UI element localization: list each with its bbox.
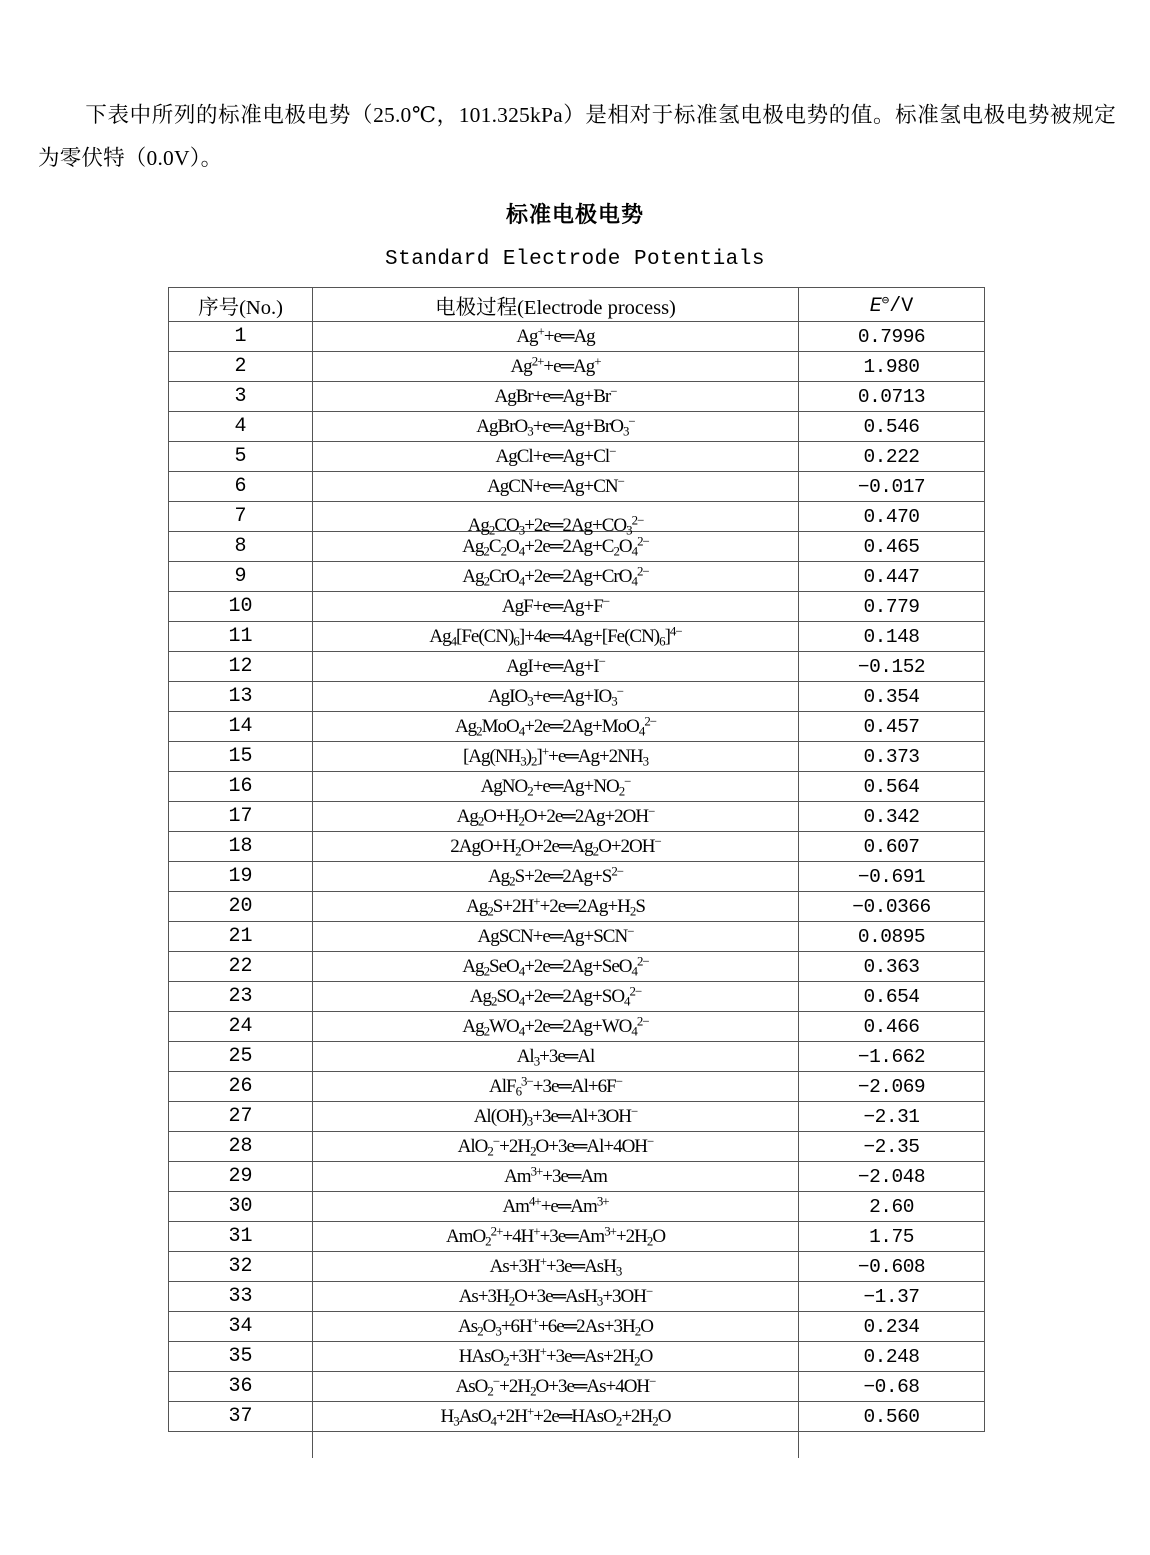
potential-symbol: E: [869, 294, 882, 318]
cell-potential-value: −0.608: [799, 1252, 985, 1282]
electrode-process-formula: $As+3H_2O+3e═AsH_3+3OH^-$: [458, 1282, 653, 1309]
cell-no: 6: [169, 472, 313, 502]
table-row: [169, 442, 985, 472]
table-row: [169, 952, 985, 982]
table-title-chinese: 标准电极电势: [505, 202, 644, 227]
cell-potential-value: 1.75: [799, 1222, 985, 1252]
cell-no: 29: [169, 1162, 313, 1192]
cell-electrode-process: [313, 1102, 799, 1132]
cell-no: 30: [169, 1192, 313, 1222]
electrode-process-formula: AlF$_6^{3-}$+3e═Al+6F−: [489, 1072, 622, 1099]
intro-text: 下表中所列的标准电极电势（25.0℃，101.325kPa）是相对于标准氢电极电势的值。标准氢电极电势被规定为零伏特（0.0V）。: [38, 102, 1116, 170]
cell-no: 26: [169, 1072, 313, 1102]
electrode-process-formula: $[Ag(NH_3)_2]^++e═Ag+2NH_3$: [462, 742, 649, 769]
electrode-process-formula: $Ag_2S+2e═2Ag+S^{2-}$: [487, 862, 624, 889]
cell-electrode-process: [313, 1342, 799, 1372]
electrode-process-formula: AgCN+e═Ag+CN−: [487, 472, 624, 497]
electrode-process-formula: AgI+e═Ag+I−: [506, 652, 605, 677]
cell-potential-value: 1.980: [799, 352, 985, 382]
electrode-process-formula: AgF+e═Ag+F−: [501, 592, 610, 617]
table-row: [169, 682, 985, 712]
cell-electrode-process: [313, 652, 799, 682]
electrode-process-formula: $Ag_2SeO_4+2e═2Ag+SeO_4^{2-}$: [462, 952, 649, 979]
table-row: [169, 622, 985, 652]
cell-no: 8: [169, 532, 313, 562]
cell-no: 28: [169, 1132, 313, 1162]
cell-no: 33: [169, 1282, 313, 1312]
table-row: [169, 802, 985, 832]
electrode-process-formula: $Am^{3+}+3e═Am$: [504, 1162, 607, 1187]
table-row: [169, 1372, 985, 1402]
table-row: [169, 892, 985, 922]
cell-electrode-process: [313, 712, 799, 742]
electrode-process-formula: $Ag_2SO_4+2e═2Ag+SO_4^{2-}$: [469, 982, 642, 1009]
cell-potential-value: −1.37: [799, 1282, 985, 1312]
cell-potential-value: 0.373: [799, 742, 985, 772]
cell-clipped: [313, 1432, 799, 1458]
table-row: [169, 1072, 985, 1102]
electrode-process-formula: $Am^{4+}+e═Am^{3+}$: [502, 1192, 609, 1217]
electrode-process-formula: AgBr+e═Ag+Br−: [494, 382, 617, 407]
cell-electrode-process: [313, 472, 799, 502]
cell-electrode-process: [313, 352, 799, 382]
table-row: [169, 322, 985, 352]
cell-potential-value: 2.60: [799, 1192, 985, 1222]
cell-potential-value: 0.0895: [799, 922, 985, 952]
cell-electrode-process: [313, 832, 799, 862]
electrode-process-formula: $Ag_2CO_3+2e═2Ag+CO_3^{2-}$: [467, 511, 644, 538]
electrode-process-formula: Ag++e═Ag: [516, 322, 595, 347]
electrode-process-formula: $Ag_2O+H_2O+2e═2Ag+2OH^-$: [456, 802, 655, 829]
cell-potential-value: 0.148: [799, 622, 985, 652]
table-title-english: Standard Electrode Potentials: [385, 248, 765, 271]
cell-potential-value: −1.662: [799, 1042, 985, 1072]
electrode-process-formula: $2AgO+H_2O+2e═Ag_2O+2OH^-$: [450, 832, 661, 859]
cell-potential-value: 0.654: [799, 982, 985, 1012]
table-row-clipped: [169, 1432, 985, 1458]
electrode-process-formula: $Ag^{2+}+e═Ag^+$: [510, 352, 601, 377]
electrode-process-formula: AgBrO$_3$+e═Ag+BrO$_3$−: [476, 412, 635, 439]
cell-no: 3: [169, 382, 313, 412]
cell-no: 37: [169, 1402, 313, 1432]
cell-potential-value: −2.069: [799, 1072, 985, 1102]
table-row: [169, 922, 985, 952]
potential-unit: /V: [889, 294, 914, 318]
electrode-process-formula: $HAsO_2+3H^++3e═As+2H_2O$: [458, 1342, 653, 1369]
electrode-process-formula: AgSCN+e═Ag+SCN−: [477, 922, 634, 947]
table-row: [169, 982, 985, 1012]
cell-potential-value: 0.470: [799, 502, 985, 532]
cell-potential-value: 0.564: [799, 772, 985, 802]
cell-electrode-process: [313, 1402, 799, 1432]
cell-potential-value: 0.779: [799, 592, 985, 622]
cell-potential-value: −2.31: [799, 1102, 985, 1132]
cell-electrode-process: [313, 622, 799, 652]
cell-potential-value: 0.560: [799, 1402, 985, 1432]
standard-state-superscript-icon: ⊖: [881, 293, 890, 308]
cell-clipped: [169, 1432, 313, 1458]
cell-no: 35: [169, 1342, 313, 1372]
electrode-process-formula: $AsO_2^-+2H_2O+3e═As+4OH^-$: [455, 1372, 656, 1399]
table-body: [169, 322, 985, 1458]
cell-no: 11: [169, 622, 313, 652]
cell-electrode-process: [313, 1222, 799, 1252]
cell-electrode-process: [313, 1282, 799, 1312]
electrode-process-formula: $Ag_2C_2O_4+2e═2Ag+C_2O_4^{2-}$: [462, 532, 649, 559]
cell-electrode-process: [313, 322, 799, 352]
cell-no: 16: [169, 772, 313, 802]
cell-no: 17: [169, 802, 313, 832]
electrode-process-formula: $H_3AsO_4+2H^++2e═HAsO_2+2H_2O$: [440, 1402, 671, 1429]
cell-electrode-process: [313, 382, 799, 412]
cell-no: 31: [169, 1222, 313, 1252]
cell-no: 15: [169, 742, 313, 772]
cell-electrode-process: [313, 1312, 799, 1342]
cell-no: 27: [169, 1102, 313, 1132]
cell-no: 14: [169, 712, 313, 742]
cell-no: 7: [169, 502, 313, 532]
cell-potential-value: 0.465: [799, 532, 985, 562]
column-header-potential: [799, 288, 985, 322]
cell-potential-value: −0.152: [799, 652, 985, 682]
cell-potential-value: 0.248: [799, 1342, 985, 1372]
table-row: [169, 1252, 985, 1282]
cell-potential-value: −0.0366: [799, 892, 985, 922]
cell-potential-value: 0.0713: [799, 382, 985, 412]
table-row: [169, 742, 985, 772]
electrode-process-formula: $Al_3+3e═Al$: [516, 1045, 595, 1069]
table-row: [169, 1162, 985, 1192]
table-row: [169, 1342, 985, 1372]
cell-potential-value: −2.048: [799, 1162, 985, 1192]
cell-potential-value: 0.354: [799, 682, 985, 712]
table-row: [169, 1012, 985, 1042]
electrode-process-formula: $Al(OH)_3+3e═Al+3OH^-$: [473, 1102, 638, 1129]
table-row: [169, 472, 985, 502]
electrode-process-formula: $As_2O_3+6H^++6e═2As+3H_2O$: [458, 1312, 653, 1339]
cell-electrode-process: [313, 442, 799, 472]
cell-potential-value: 0.447: [799, 562, 985, 592]
table-row: [169, 1132, 985, 1162]
table-row: [169, 1042, 985, 1072]
electrode-process-formula: As+3H++3e═AsH$_3$: [489, 1252, 622, 1279]
cell-no: 24: [169, 1012, 313, 1042]
cell-electrode-process: [313, 772, 799, 802]
table-row: [169, 772, 985, 802]
cell-potential-value: −0.017: [799, 472, 985, 502]
cell-potential-value: −0.691: [799, 862, 985, 892]
electrode-process-formula: $AgIO_3+e═Ag+IO_3^-$: [487, 682, 624, 709]
electrode-process-formula: $AgNO_2+e═Ag+NO_2^-$: [480, 772, 631, 799]
electrode-process-formula: $AlO_2^-+2H_2O+3e═Al+4OH^-$: [457, 1132, 654, 1159]
column-header-no: 序号(No.): [169, 288, 313, 322]
cell-no: 12: [169, 652, 313, 682]
cell-clipped: [799, 1432, 985, 1458]
cell-electrode-process: [313, 1012, 799, 1042]
cell-no: 20: [169, 892, 313, 922]
table-row: [169, 382, 985, 412]
cell-electrode-process: [313, 1192, 799, 1222]
cell-potential-value: 0.607: [799, 832, 985, 862]
cell-no: 18: [169, 832, 313, 862]
table-row: [169, 352, 985, 382]
table-row: [169, 712, 985, 742]
cell-electrode-process: [313, 412, 799, 442]
cell-no: 10: [169, 592, 313, 622]
electrode-process-formula: $Ag_2MoO_4+2e═2Ag+MoO_4^{2-}$: [454, 712, 657, 739]
cell-potential-value: 0.363: [799, 952, 985, 982]
table-row: [169, 1402, 985, 1432]
standard-electrode-potentials-table: [168, 287, 984, 1458]
cell-potential-value: 0.7996: [799, 322, 985, 352]
table-row: [169, 1312, 985, 1342]
column-header-process: 电极过程(Electrode process): [313, 288, 799, 322]
table-row: [169, 412, 985, 442]
electrode-process-formula: AgCl+e═Ag+Cl−: [495, 442, 616, 467]
cell-electrode-process: [313, 1132, 799, 1162]
cell-no: 19: [169, 862, 313, 892]
table-row: [169, 1222, 985, 1252]
cell-electrode-process: [313, 1252, 799, 1282]
cell-electrode-process: [313, 682, 799, 712]
cell-no: 5: [169, 442, 313, 472]
cell-no: 2: [169, 352, 313, 382]
cell-no: 36: [169, 1372, 313, 1402]
cell-potential-value: 0.466: [799, 1012, 985, 1042]
electrode-process-formula: $Ag_2S+2H^++2e═2Ag+H_2S$: [466, 892, 645, 919]
cell-electrode-process: [313, 952, 799, 982]
cell-electrode-process: [313, 862, 799, 892]
electrode-process-formula: $Ag_2WO_4+2e═2Ag+WO_4^{2-}$: [462, 1012, 649, 1039]
cell-potential-value: −2.35: [799, 1132, 985, 1162]
cell-no: 9: [169, 562, 313, 592]
electrode-process-formula: $Ag_2CrO_4+2e═2Ag+CrO_4^{2-}$: [462, 562, 649, 589]
cell-electrode-process: [313, 1372, 799, 1402]
cell-potential-value: 0.222: [799, 442, 985, 472]
cell-potential-value: −0.68: [799, 1372, 985, 1402]
table-row: [169, 1192, 985, 1222]
cell-electrode-process: [313, 1162, 799, 1192]
table-row: [169, 862, 985, 892]
table-row: [169, 592, 985, 622]
table-row: [169, 502, 985, 532]
electrode-process-formula: $Ag_4[Fe(CN)_6]+4e═4Ag+[Fe(CN)_6]^{4-}$: [429, 622, 682, 649]
cell-electrode-process: [313, 892, 799, 922]
table-row: [169, 562, 985, 592]
cell-electrode-process: [313, 802, 799, 832]
table-row: [169, 1282, 985, 1312]
cell-no: 1: [169, 322, 313, 352]
cell-potential-value: 0.342: [799, 802, 985, 832]
cell-no: 21: [169, 922, 313, 952]
cell-electrode-process: [313, 592, 799, 622]
cell-no: 32: [169, 1252, 313, 1282]
table-header-row: [169, 288, 985, 322]
cell-electrode-process: [313, 1042, 799, 1072]
electrode-process-formula: $AmO_2^{2+}+4H^++3e═Am^{3+}+2H_2O$: [445, 1222, 666, 1249]
cell-potential-value: 0.546: [799, 412, 985, 442]
table-row: [169, 832, 985, 862]
cell-potential-value: 0.234: [799, 1312, 985, 1342]
cell-no: 22: [169, 952, 313, 982]
cell-electrode-process: [313, 511, 799, 541]
cell-no: 34: [169, 1312, 313, 1342]
intro-paragraph: [38, 94, 1116, 180]
cell-electrode-process: [313, 1072, 799, 1102]
cell-electrode-process: [313, 922, 799, 952]
cell-no: 23: [169, 982, 313, 1012]
table-row: [169, 1102, 985, 1132]
table-row: [169, 652, 985, 682]
cell-no: 25: [169, 1042, 313, 1072]
cell-no: 13: [169, 682, 313, 712]
cell-no: 4: [169, 412, 313, 442]
cell-electrode-process: [313, 982, 799, 1012]
cell-potential-value: 0.457: [799, 712, 985, 742]
cell-electrode-process: [313, 742, 799, 772]
cell-electrode-process: [313, 562, 799, 592]
